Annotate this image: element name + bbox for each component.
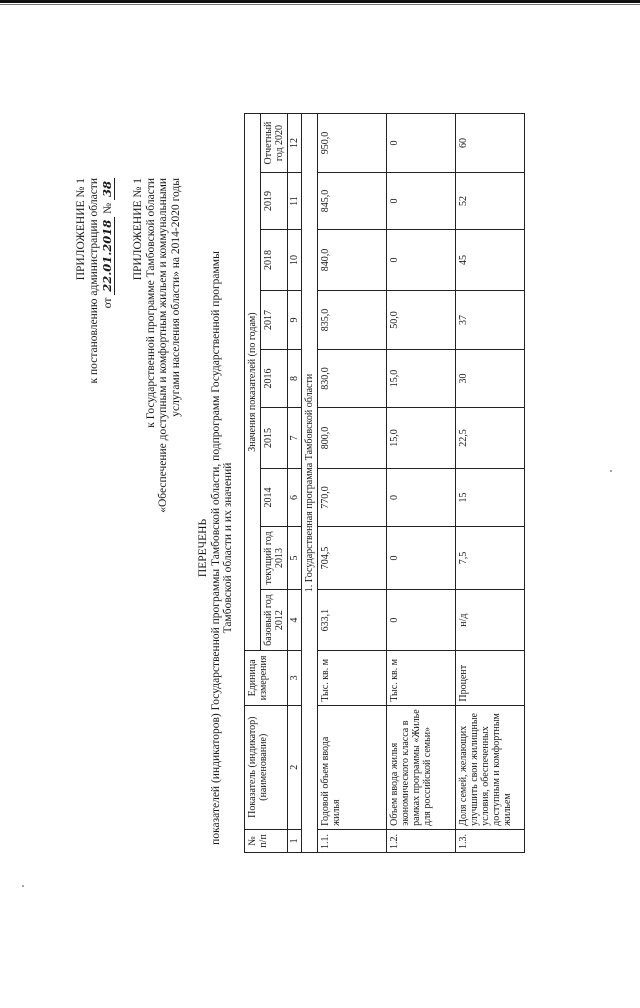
row-unit: Тыс. кв. м	[318, 651, 387, 705]
column-index: 5	[288, 526, 302, 589]
row-value: 0	[387, 114, 456, 173]
row-value: 37	[456, 291, 525, 350]
appendix-program-name: «Обеспечение доступным и комфортным жильем и коммунальными	[157, 178, 169, 513]
row-value: 704,5	[318, 526, 387, 589]
appendix-program-period: услугами населения области» на 2014-2020 годы	[169, 178, 182, 417]
column-index: 10	[288, 229, 302, 290]
column-index: 8	[288, 349, 302, 407]
column-index-row	[288, 114, 302, 853]
column-index: 1	[288, 829, 302, 852]
row-indicator-name: Доля семей, желающих улучшить свои жилищные условия, обеспеченных доступным и комфортным жильем	[456, 705, 525, 829]
row-value: 835,0	[318, 291, 387, 350]
column-index: 9	[288, 291, 302, 350]
table-header-row	[245, 114, 261, 853]
header-year: 2017	[261, 291, 288, 350]
row-value: 15,0	[387, 349, 456, 407]
header-year: 2018	[261, 229, 288, 290]
stamp-number-prefix: №	[102, 202, 114, 214]
row-value: 7,5	[456, 526, 525, 589]
stamp-date-line	[101, 178, 115, 383]
scan-top-border-shadow	[0, 4, 640, 5]
header-indicator: Показатель (индикатор) (наименование)	[245, 705, 288, 829]
column-index: 11	[288, 173, 302, 230]
row-value: 15	[456, 468, 525, 526]
row-value: 50,0	[387, 291, 456, 350]
row-value: 45	[456, 229, 525, 290]
header-year: базовый год 2012	[261, 590, 288, 651]
column-index: 12	[288, 114, 302, 173]
column-index: 4	[288, 590, 302, 651]
column-index: 7	[288, 407, 302, 468]
row-value: 950,0	[318, 114, 387, 173]
row-unit: Процент	[456, 651, 525, 705]
row-value: 633,1	[318, 590, 387, 651]
header-num: № п/п	[245, 829, 288, 852]
section-title: 1. Государственная программа Тамбовской области	[302, 114, 318, 853]
table-row	[318, 114, 387, 853]
header-year: текущий год 2013	[261, 526, 288, 589]
section-row	[302, 114, 318, 853]
row-value: 0	[387, 468, 456, 526]
column-index: 3	[288, 651, 302, 705]
stamp-appendix-label: ПРИЛОЖЕНИЕ № 1	[75, 178, 87, 281]
header-year: 2014	[261, 468, 288, 526]
row-num: 1.2.	[387, 829, 456, 852]
row-value: 840,0	[318, 229, 387, 290]
row-value: 0	[387, 526, 456, 589]
row-value: 22,5	[456, 407, 525, 468]
row-value: 52	[456, 173, 525, 230]
scan-top-border	[0, 0, 640, 3]
resolution-stamp	[75, 178, 115, 383]
appendix-program-line: к Государственной программе Тамбовской области	[144, 178, 157, 428]
appendix-label: ПРИЛОЖЕНИЕ № 1	[132, 178, 144, 281]
row-value: н/д	[456, 590, 525, 651]
stamp-resolution-text: к постановлению администрации области	[88, 178, 100, 384]
row-unit: Тыс. кв. м	[387, 651, 456, 705]
row-value: 830,0	[318, 349, 387, 407]
row-value: 0	[387, 590, 456, 651]
row-value: 60	[456, 114, 525, 173]
rotated-document-page	[2, 8, 640, 1008]
table-row	[456, 114, 525, 853]
document-title	[197, 238, 235, 858]
title-line-1: показателей (индикаторов) Государственной программы Тамбовской области, подпрограмм Государственной программы	[209, 251, 222, 845]
row-indicator-name: Объем ввода жилья экономического класса в рамках программы «Жилье для российской семьи»	[387, 705, 456, 829]
row-num: 1.1.	[318, 829, 387, 852]
title-line-2: Тамбовской области и их значений	[222, 462, 234, 634]
column-index: 2	[288, 705, 302, 829]
row-value: 30	[456, 349, 525, 407]
header-year: 2016	[261, 349, 288, 407]
header-unit: Единица измерения	[245, 651, 288, 705]
row-value: 0	[387, 229, 456, 290]
row-value: 15,0	[387, 407, 456, 468]
handwritten-date: 22.01.2018	[101, 217, 115, 295]
appendix-block	[132, 178, 182, 518]
column-index: 6	[288, 468, 302, 526]
row-value: 770,0	[318, 468, 387, 526]
handwritten-number: 38	[101, 178, 115, 200]
header-year: 2015	[261, 407, 288, 468]
header-values-group: Значения показателей (по годам)	[245, 114, 261, 651]
title-heading: ПЕРЕЧЕНЬ	[197, 518, 209, 578]
row-value: 845,0	[318, 173, 387, 230]
header-year: 2019	[261, 173, 288, 230]
row-num: 1.3.	[456, 829, 525, 852]
row-value: 800,0	[318, 407, 387, 468]
indicators-table	[244, 113, 525, 853]
table-row	[387, 114, 456, 853]
stamp-date-prefix: от	[102, 297, 114, 309]
header-year: Отчетный год 2020	[261, 114, 288, 173]
row-value: 0	[387, 173, 456, 230]
row-indicator-name: Годовой объем ввода жилья	[318, 705, 387, 829]
